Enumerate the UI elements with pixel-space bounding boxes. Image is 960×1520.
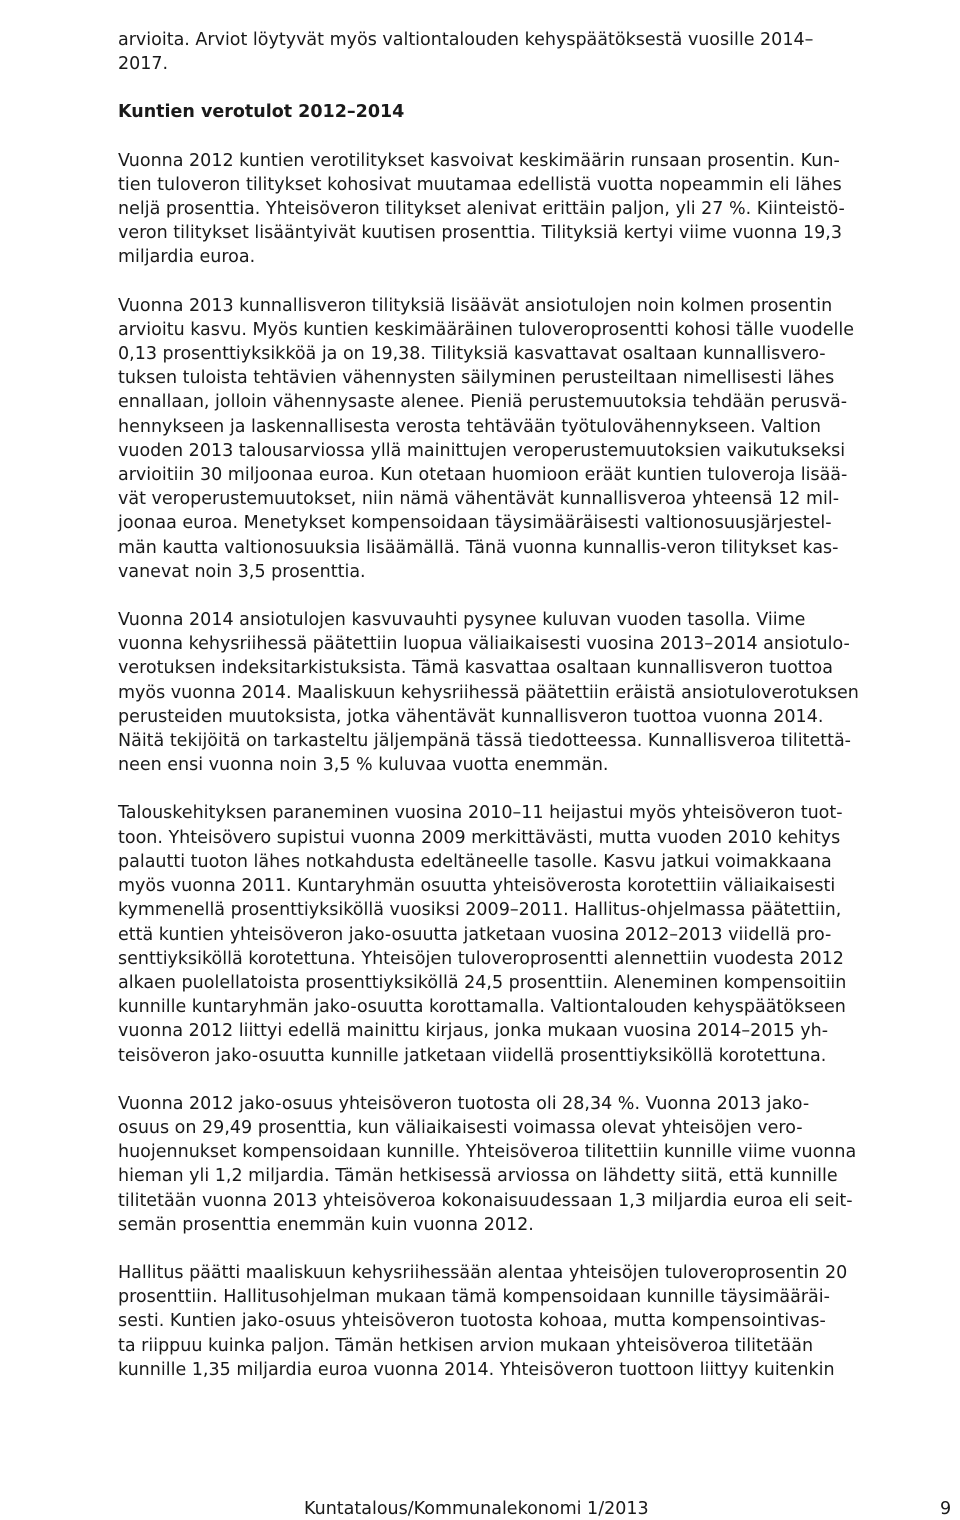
text-line: Vuonna 2013 kunnallisveron tilityksiä lisäävät ansiotulojen noin kolmen prosentin: [118, 295, 833, 316]
paragraph-verotilitykset-2012: [118, 149, 954, 270]
paragraph-jako-osuus: [118, 1092, 954, 1237]
text-line: arvioitu kasvu. Myös kuntien keskimääräinen tuloveroprosentti kohosi tälle vuodelle: [118, 319, 855, 340]
text-line: osuus on 29,49 prosenttia, kun väliaikaisesti voimassa olevat yhteisöjen vero-: [118, 1117, 803, 1138]
text-line: hennykseen ja laskennallisesta verosta tehtävään työtulovähennykseen. Valtion: [118, 416, 821, 437]
text-line: sesti. Kuntien jako-osuus yhteisöveron tuotosta kohoaa, mutta kompensointivas-: [118, 1311, 826, 1332]
text-line: tuksen tuloista tehtävien vähennysten säilyminen perusteiltaan nimellisesti lähes: [118, 368, 835, 389]
text-line: alkaen puolellatoista prosenttiyksiköllä 24,5 prosenttiin. Aleneminen kompensoitiin: [118, 972, 847, 993]
text-line: kunnille 1,35 miljardia euroa vuonna 2014. Yhteisöveron tuottoon liittyy kuitenkin: [118, 1359, 835, 1380]
section-heading: Kuntien verotulot 2012–2014: [118, 102, 405, 123]
footer-publication: Kuntatalous/Kommunalekonomi 1/2013: [304, 1499, 649, 1519]
text-line: hieman yli 1,2 miljardia. Tämän hetkisessä arviossa on lähdetty siitä, että kunnille: [118, 1166, 838, 1187]
text-line: män kautta valtionosuuksia lisäämällä. Tänä vuonna kunnallis-veron tilitykset kas-: [118, 537, 839, 558]
text-line: Vuonna 2012 jako-osuus yhteisöveron tuotosta oli 28,34 %. Vuonna 2013 jako-: [118, 1093, 810, 1114]
text-line: senttiyksiköllä korotettuna. Yhteisöjen tuloveroprosentti alennettiin vuodesta 2012: [118, 948, 844, 969]
paragraph-kehysriihi: [118, 1261, 954, 1382]
document-body: [118, 28, 954, 1382]
text-line: palautti tuoton lähes notkahdusta edeltäneelle tasolle. Kasvu jatkui voimakkaana: [118, 851, 832, 872]
page-number: 9: [940, 1499, 952, 1519]
text-line: 2017.: [118, 54, 169, 75]
text-line: Talouskehityksen paraneminen vuosina 2010–11 heijastui myös yhteisöveron tuot-: [118, 803, 843, 824]
text-line: Hallitus päätti maaliskuun kehysriihessään alentaa yhteisöjen tuloveroprosentin 20: [118, 1262, 848, 1283]
paragraph-ansiotulot-2014: [118, 608, 954, 777]
intro-paragraph: [118, 28, 954, 76]
text-line: verotuksen indeksitarkistuksista. Tämä kasvattaa osaltaan kunnallisveron tuottoa: [118, 658, 833, 679]
text-line: kymmenellä prosenttiyksiköllä vuosiksi 2009–2011. Hallitus-ohjelmassa päätettiin,: [118, 900, 842, 921]
text-line: kunnille kuntaryhmän jako-osuutta korottamalla. Valtiontalouden kehyspäätökseen: [118, 997, 846, 1018]
text-line: arvioitiin 30 miljoonaa euroa. Kun otetaan huomioon eräät kuntien tuloveroja lisää-: [118, 465, 848, 486]
text-line: tien tuloveron tilitykset kohosivat muutamaa edellistä vuotta nopeammin eli lähes: [118, 174, 842, 195]
text-line: prosenttiin. Hallitusohjelman mukaan tämä kompensoidaan kunnille täysimääräi-: [118, 1287, 830, 1308]
text-line: vät veroperustemuutokset, niin nämä vähentävät kunnallisveroa yhteensä 12 mil-: [118, 489, 840, 510]
paragraph-kunnallisvero-2013: [118, 294, 954, 584]
text-line: veron tilitykset lisääntyivät kuutisen prosenttia. Tilityksiä kertyi viime vuonna 19,3: [118, 223, 842, 244]
text-line: arvioita. Arviot löytyvät myös valtiontalouden kehyspäätöksestä vuosille 2014–: [118, 30, 814, 50]
text-line: 0,13 prosenttiyksikköä ja on 19,38. Tilityksiä kasvattavat osaltaan kunnallisvero-: [118, 344, 826, 365]
text-line: tilitetään vuonna 2013 yhteisöveroa kokonaisuudessaan 1,3 miljardia euroa eli seit-: [118, 1190, 853, 1211]
text-line: ta riippuu kuinka paljon. Tämän hetkisen arvion mukaan yhteisöveroa tilitetään: [118, 1335, 814, 1356]
paragraph-yhteisovero-kehitys: [118, 801, 954, 1067]
text-line: toon. Yhteisövero supistui vuonna 2009 merkittävästi, mutta vuoden 2010 kehitys: [118, 827, 841, 848]
text-line: miljardia euroa.: [118, 247, 256, 268]
text-line: Vuonna 2012 kuntien verotilitykset kasvoivat keskimäärin runsaan prosentin. Kun-: [118, 150, 840, 171]
text-line: myös vuonna 2014. Maaliskuun kehysriihessä päätettiin eräistä ansiotuloverotuksen: [118, 682, 859, 703]
text-line: perusteiden muutoksista, jotka vähentävät kunnallisveron tuottoa vuonna 2014.: [118, 706, 824, 727]
text-line: semän prosenttia enemmän kuin vuonna 2012.: [118, 1214, 534, 1235]
text-line: vanevat noin 3,5 prosenttia.: [118, 561, 366, 582]
text-line: neen ensi vuonna noin 3,5 % kuluvaa vuotta enemmän.: [118, 755, 609, 776]
text-line: vuonna 2012 liittyi edellä mainittu kirjaus, jonka mukaan vuosina 2014–2015 yh-: [118, 1021, 829, 1042]
text-line: joonaa euroa. Menetykset kompensoidaan täysimääräisesti valtionosuusjärjestel-: [118, 513, 832, 534]
text-line: myös vuonna 2011. Kuntaryhmän osuutta yhteisöverosta korotettiin väliaikaisesti: [118, 876, 836, 897]
text-line: vuonna kehysriihessä päätettiin luopua väliaikaisesti vuosina 2013–2014 ansiotulo-: [118, 634, 850, 655]
text-line: teisöveron jako-osuutta kunnille jatketaan viidellä prosenttiyksiköllä korotettuna.: [118, 1045, 827, 1066]
text-line: että kuntien yhteisöveron jako-osuutta jatketaan vuosina 2012–2013 viidellä pro-: [118, 924, 832, 945]
text-line: Näitä tekijöitä on tarkasteltu jäljempänä tässä tiedotteessa. Kunnallisveroa tilitettä-: [118, 731, 852, 752]
text-line: Vuonna 2014 ansiotulojen kasvuvauhti pysynee kuluvan vuoden tasolla. Viime: [118, 610, 806, 631]
text-line: ennallaan, jolloin vähennysaste alenee. Pieniä perustemuutoksia tehdään perusvä-: [118, 392, 848, 413]
text-line: neljä prosenttia. Yhteisöveron tilitykset alenivat erittäin paljon, yli 27 %. Kiinteistö-: [118, 199, 845, 220]
text-line: vuoden 2013 talousarviossa yllä mainittujen veroperustemuutoksien vaikutukseksi: [118, 440, 846, 461]
text-line: huojennukset kompensoidaan kunnille. Yhteisöveroa tilitettiin kunnille viime vuonna: [118, 1142, 857, 1163]
